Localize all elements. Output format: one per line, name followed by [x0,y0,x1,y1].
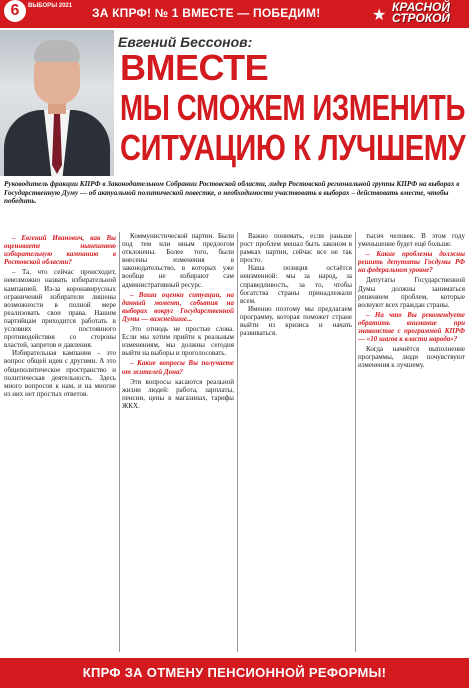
interview-question: – Какие вопросы Вы получаете от жителей Дона? [122,359,234,376]
author-name: Евгений Бессонов: [118,34,253,50]
article-paragraph: Избирательная кампания – это вопрос общей идеи с другими. А это общеполитическое пространство и политическая деятельность. Здесь много вопросов к нам, и на многие из них нет простых ответов. [4,349,116,398]
article-paragraph: тысяч человек. В этом году уменьшение будет ещё больше. [358,232,465,249]
article-paragraph: Коммунистической партии. Были под тем или иным предлогом отклонены. Более того, были внесены изменения в законодательство, в которых уже вообще не избирают сам административный ресурс. [122,232,234,289]
article-column-4 [358,232,465,652]
interview-question: – Какие проблемы должны решить депутаты Госдумы РФ на федеральном уровне? [358,250,465,275]
article-paragraph: – Та, что сейчас происходит, невозможно назвать избирательной кампанией. Из-за коронавирусных ограничений избиратели лишены возможности в полной мере реализовать свои права. Нашим партийцам приходится работать в условиях постоянного противодействия со стороны властей, запретов и давления. [4,268,116,350]
footer-banner: КПРФ ЗА ОТМЕНУ ПЕНСИОННОЙ РЕФОРМЫ! [0,658,469,688]
column-divider [119,232,120,652]
article-column-2 [122,232,234,652]
top-banner [0,0,469,28]
newspaper-logo [372,2,464,26]
logo-text: КРАСНОЙ СТРОКОЙ [392,0,451,25]
interview-question: – Ваши оценки ситуации, на данный момент, события на выборах вокруг Государственной Думы — важнейшие... [122,290,234,323]
interview-question: – Евгений Иванович, как Вы оцениваете нынешнюю избирательную кампанию в Ростовской области? [4,234,116,267]
article-paragraph: Это отнюдь не простые слова. Если мы хотим прийти к реальным изменениям, мы должны сегодня выйти на выборы и проголосовать. [122,325,234,358]
article-column-1 [4,232,116,652]
article-paragraph: Эти вопросы касаются реальной жизни людей: работа, зарплаты, пенсии, цены в магазинах, тарифы ЖКХ. [122,377,234,410]
star-icon: ★ [372,5,387,24]
edition-label: ВЫБОРЫ 2021 [28,3,73,9]
headline-line-1: ВМЕСТЕ [120,47,269,88]
slogan-text: ЗА КПРФ! № 1 ВМЕСТЕ — ПОБЕДИМ! [92,6,321,20]
article-column-3 [240,232,352,652]
article-paragraph: Важно понимать, если раньше рост проблем мешал быть законом в рамках партии, сейчас все не так просто. [240,232,352,265]
page-number: 6 [4,0,26,22]
article-paragraph: Именно поэтому мы предлагаем программу, которая поможет стране выйти из кризиса и начать развиваться. [240,304,352,338]
article-paragraph: Когда начнётся выполнение программы, люди почувствуют изменения к лучшему. [358,345,465,370]
headline-line-2: МЫ СМОЖЕМ ИЗМЕНИТЬ [120,87,465,128]
article-paragraph: Наша позиция остаётся неизменной: мы за народ, за справедливость, за то, чтобы богатства страны принадлежали всем. [240,264,352,305]
article-lead: Руководитель фракции КПРФ в Законодательном Собрании Ростовской области, лидер Ростовской региональной группы КПРФ на выборах в Государственную Думу — об актуальной политической повестке, о необходимости участвовать в выборах – действовать вместе, чтобы победить. [4,180,460,206]
interview-question: – На что Вы рекомендуете обратить внимание при знакомстве с программой КПРФ — «10 шагов к власти народа»? [358,310,465,344]
column-divider [355,232,356,652]
headline-line-3: СИТУАЦИЮ К ЛУЧШЕМУ [120,127,466,168]
column-divider [237,232,238,652]
article-paragraph: Депутаты Государственной Думы должны заниматься решением проблем, которые волнуют всех граждан страны. [358,276,465,309]
author-photo [0,30,114,176]
